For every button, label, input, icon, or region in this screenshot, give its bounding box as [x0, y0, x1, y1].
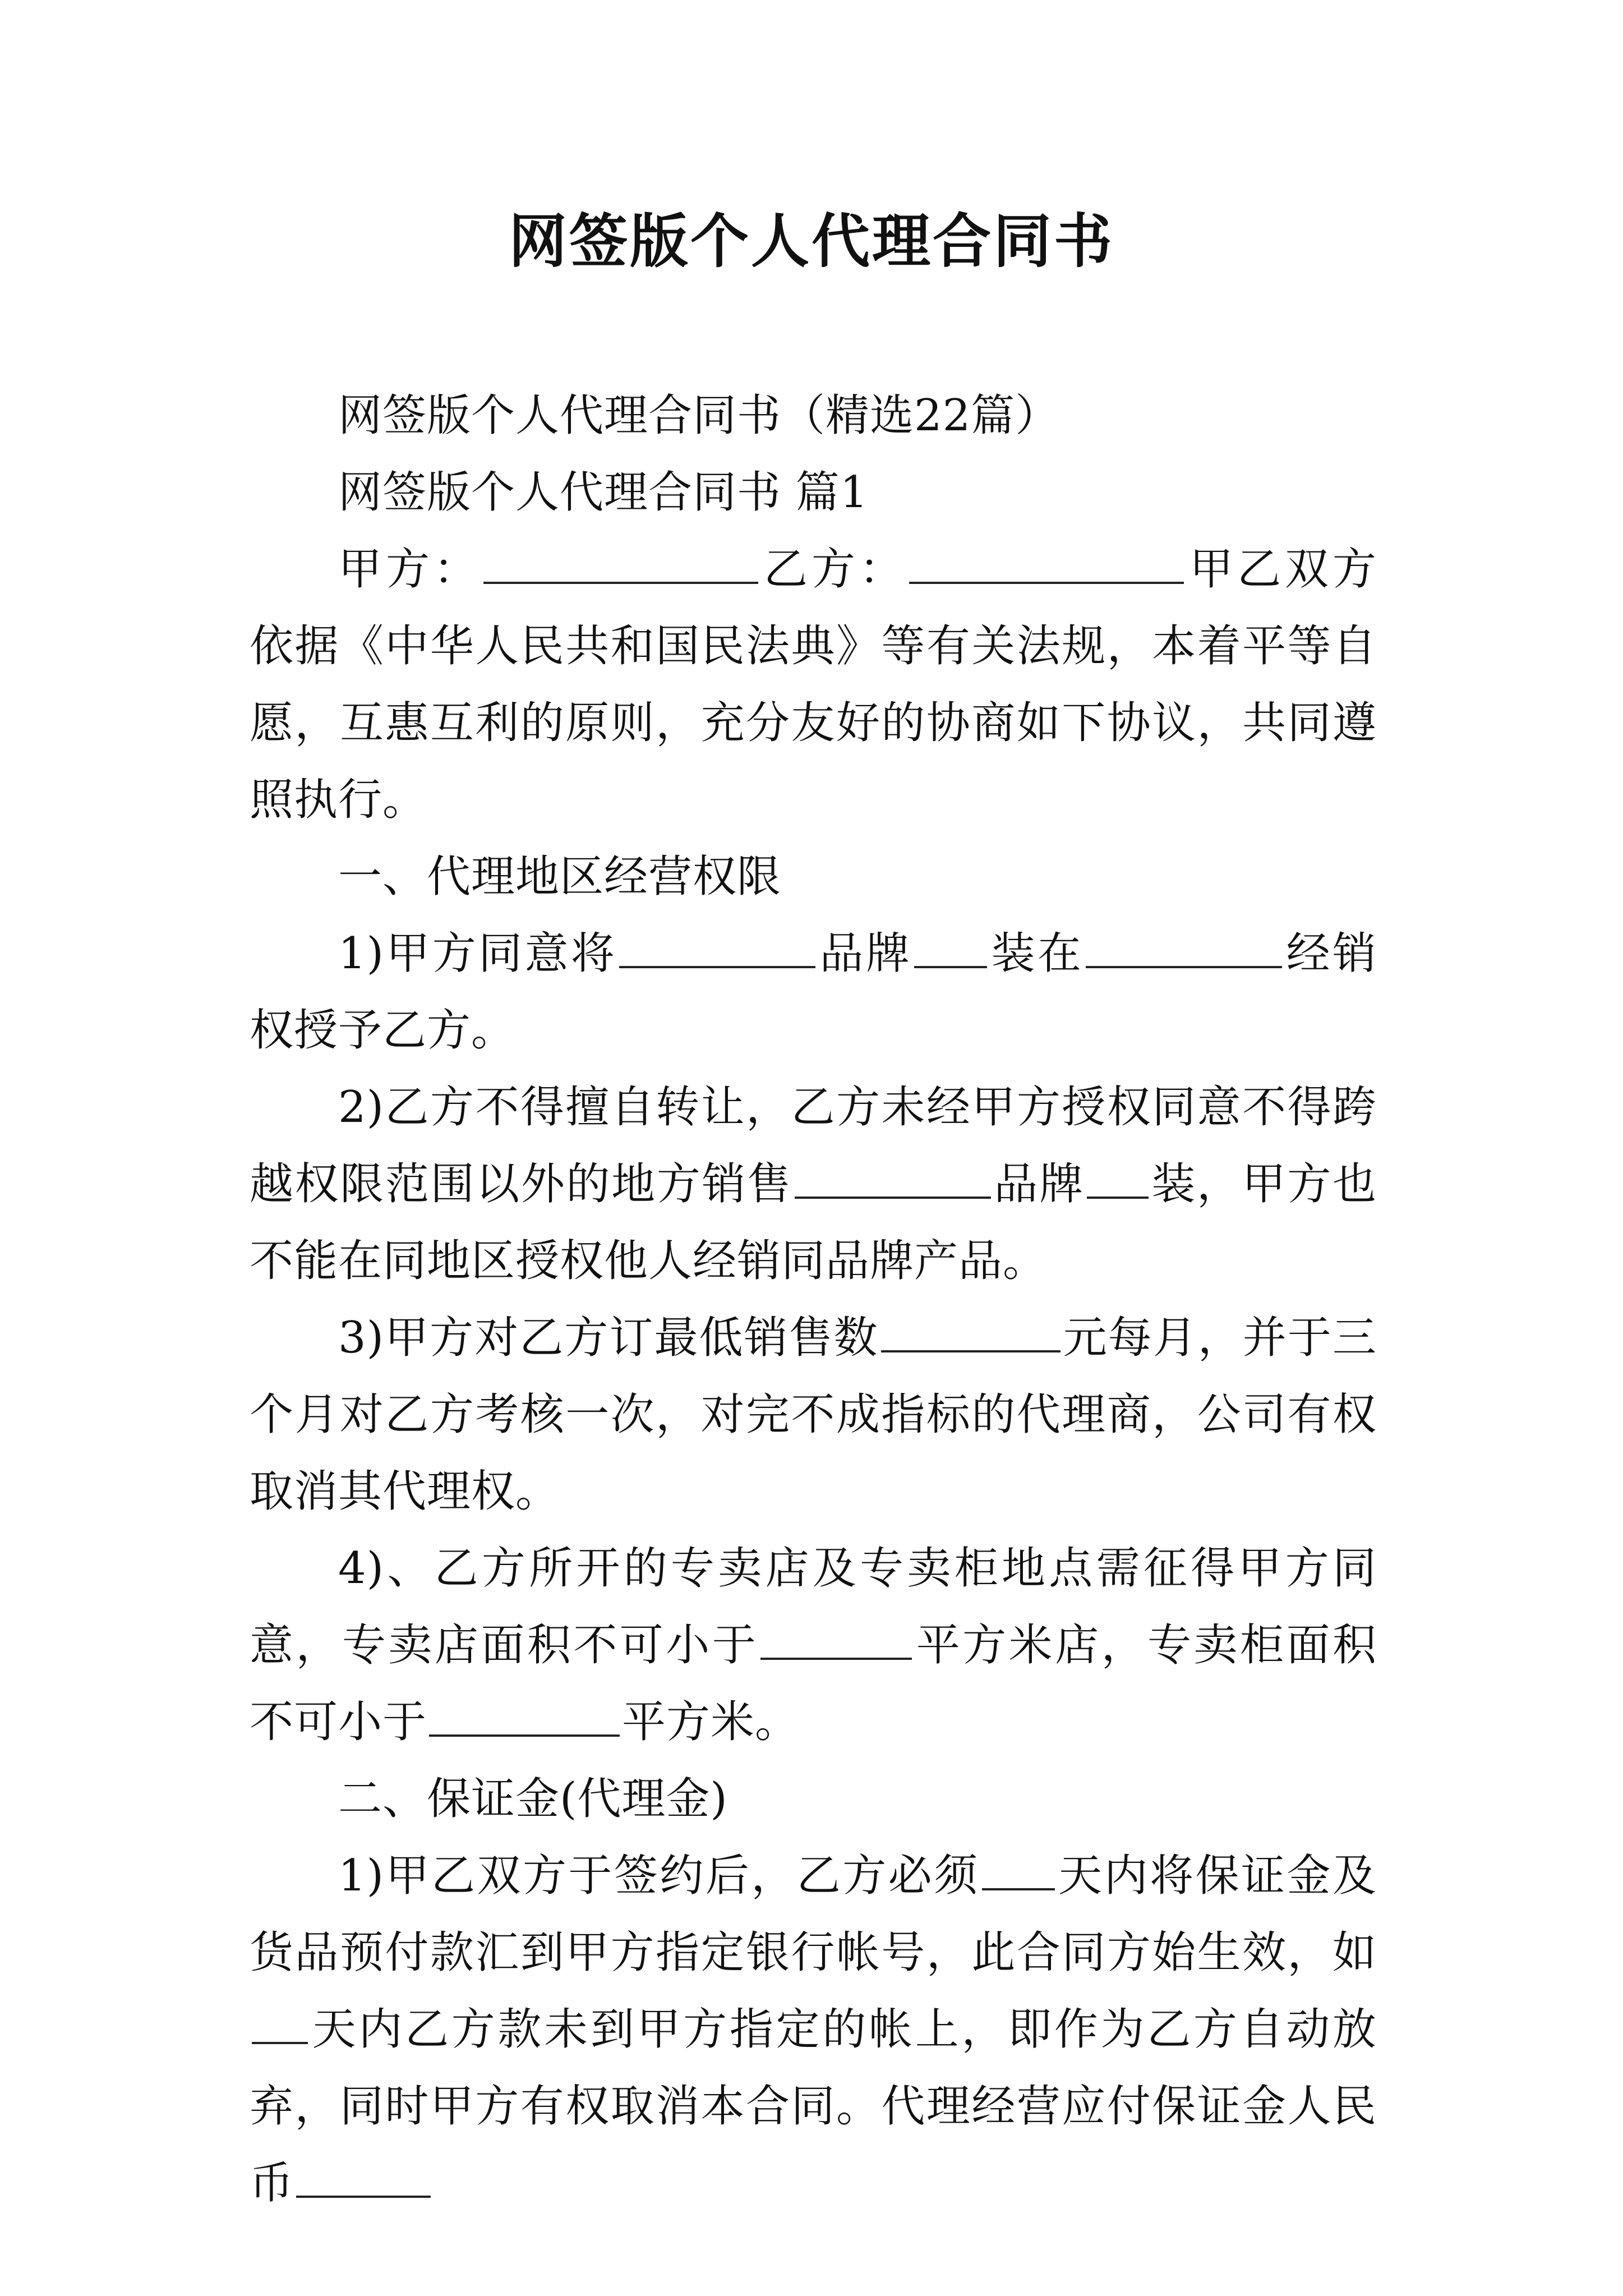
paragraph-clause-1-2: [250, 1069, 1377, 1300]
text-segment: 装，甲方也不能在同地区授权他人经销同品牌产品。: [250, 1159, 1377, 1286]
text-segment: 天内将保证金及货品预付款汇到甲方指定银行帐号，此合同方始生效，如: [250, 1851, 1377, 1978]
paragraph-clause-2-1: [250, 1838, 1377, 2222]
text-segment: 3)甲方对乙方订最低销售数: [338, 1313, 879, 1363]
region-blank[interactable]: [1086, 932, 1282, 968]
party-b-blank[interactable]: [909, 548, 1184, 584]
brand-blank[interactable]: [795, 1163, 991, 1199]
paragraph-subtitle: 网签版个人代理合同书（精选22篇）: [338, 390, 1060, 441]
days-blank[interactable]: [982, 1855, 1055, 1890]
text-segment: 经销权授予乙方。: [250, 928, 1377, 1056]
text-segment: 平方米店，专卖柜面积不可小于: [250, 1620, 1377, 1747]
paragraph-parties: [250, 531, 1377, 839]
document-body: [250, 378, 1377, 2222]
document-title: 网签版个人代理合同书: [508, 206, 1114, 275]
paragraph-clause-1-4: [250, 1530, 1377, 1761]
text-segment: 品牌: [818, 928, 912, 979]
min-sales-blank[interactable]: [881, 1317, 1061, 1352]
paragraph-heading-2: 二、保证金(代理金): [338, 1774, 728, 1824]
text-segment: 品牌: [993, 1159, 1085, 1209]
deposit-amount-blank[interactable]: [296, 2162, 431, 2198]
text-segment: 乙方：: [760, 544, 907, 595]
text-segment: 1)甲乙双方于签约后，乙方必须: [338, 1851, 980, 1901]
text-segment: 1)甲方同意将: [338, 928, 617, 979]
paragraph-section-heading: 网签版个人代理合同书 篇1: [338, 467, 869, 518]
text-segment: 天内乙方款未到甲方指定的帐上，即作为乙方自动放弃，同时甲方有权取消本合同。代理经营应付保证金人民币: [250, 2004, 1377, 2208]
party-a-blank[interactable]: [483, 548, 758, 584]
text-segment: 甲乙双方依据《中华人民共和国民法典》等有关法规，本着平等自愿，互惠互利的原则，充分友好的协商如下协议，共同遵照执行。: [250, 544, 1377, 825]
text-segment: 甲方：: [338, 544, 481, 595]
text-segment: 元每月，并于三个月对乙方考核一次，对完不成指标的代理商，公司有权取消其代理权。: [250, 1313, 1377, 1517]
days-blank[interactable]: [252, 2008, 308, 2044]
text-segment: 平方米。: [622, 1697, 800, 1747]
text-segment: 装在: [989, 928, 1084, 979]
type-blank[interactable]: [1087, 1163, 1149, 1199]
counter-area-blank[interactable]: [429, 1701, 620, 1737]
type-blank[interactable]: [914, 932, 987, 968]
brand-blank[interactable]: [619, 932, 815, 968]
paragraph-clause-1-1: [250, 915, 1377, 1069]
store-area-blank[interactable]: [760, 1624, 912, 1660]
paragraph-heading-1: 一、代理地区经营权限: [338, 852, 782, 902]
paragraph-clause-1-3: [250, 1300, 1377, 1530]
text-segment: 2)乙方不得擅自转让，乙方未经甲方授权同意不得跨越权限范围以外的地方销售: [250, 1082, 1377, 1209]
text-segment: 4)、乙方所开的专卖店及专卖柜地点需征得甲方同意，专卖店面积不可小于: [250, 1543, 1377, 1671]
